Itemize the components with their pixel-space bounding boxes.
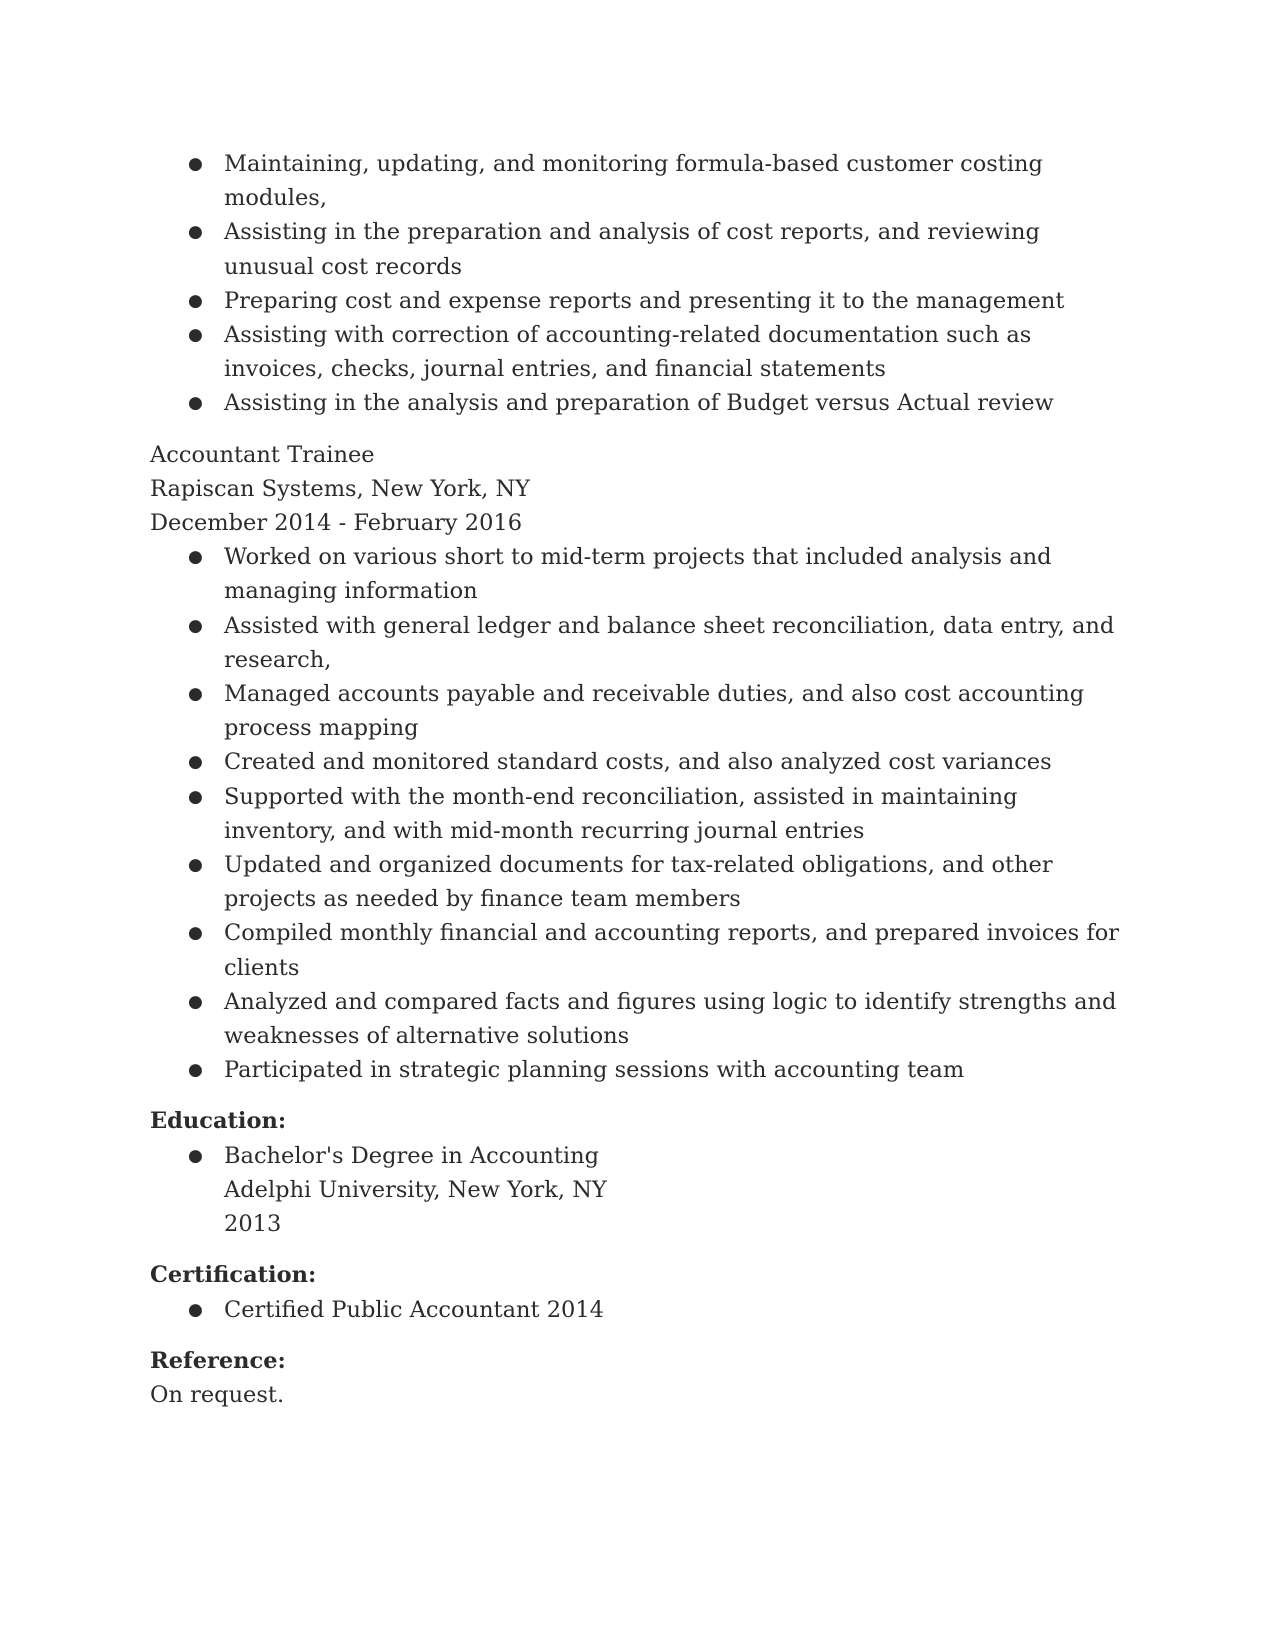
list-item: ● Assisted with general ledger and balance sheet reconciliation, data entry, and research,: [150, 609, 1120, 677]
list-item: ● Worked on various short to mid-term projects that included analysis and managing information: [150, 540, 1120, 608]
list-item: ● Assisting in the preparation and analysis of cost reports, and reviewing unusual cost records: [150, 215, 1120, 283]
reference-text: On request.: [150, 1381, 285, 1408]
resume-content: [150, 147, 1120, 1412]
education-list: [150, 1139, 1120, 1242]
list-item: ● Updated and organized documents for tax-related obligations, and other projects as needed by finance team members: [150, 848, 1120, 916]
certification-list: [150, 1293, 1120, 1327]
list-item: ● Supported with the month-end reconciliation, assisted in maintaining inventory, and with mid-month recurring journal entries: [150, 780, 1120, 848]
reference-heading: Reference:: [150, 1347, 286, 1374]
list-item: ● Certified Public Accountant 2014: [150, 1293, 1120, 1327]
spacer: [150, 1087, 1120, 1104]
company-location: Rapiscan Systems, New York, NY: [150, 475, 530, 502]
previous-role-bullets: [150, 147, 1120, 421]
job-dates: December 2014 - February 2016: [150, 510, 523, 537]
list-item: ● Maintaining, updating, and monitoring formula-based customer costing modules,: [150, 147, 1120, 215]
trainee-role-bullets: [150, 540, 1120, 1087]
list-item: ● Compiled monthly financial and accounting reports, and prepared invoices for clients: [150, 916, 1120, 984]
list-item: ● Participated in strategic planning sessions with accounting team: [150, 1053, 1120, 1087]
list-item: ● Assisting with correction of accounting-related documentation such as invoices, checks, journal entries, and financial statements: [150, 318, 1120, 386]
job-title: Accountant Trainee: [150, 441, 375, 468]
list-item: [150, 1139, 1120, 1242]
list-item: ● Preparing cost and expense reports and presenting it to the management: [150, 284, 1120, 318]
certification-heading: Certification:: [150, 1262, 317, 1289]
list-item: ● Managed accounts payable and receivable duties, and also cost accounting process mapping: [150, 677, 1120, 745]
graduation-year: 2013: [224, 1211, 282, 1238]
list-item: ● Created and monitored standard costs, and also analyzed cost variances: [150, 745, 1120, 779]
spacer: [150, 421, 1120, 438]
spacer: [150, 1241, 1120, 1258]
spacer: [150, 1327, 1120, 1344]
list-item: ● Analyzed and compared facts and figures using logic to identify strengths and weaknesses of alternative solutions: [150, 985, 1120, 1053]
education-heading: Education:: [150, 1108, 287, 1135]
list-item: ● Assisting in the analysis and preparation of Budget versus Actual review: [150, 386, 1120, 420]
degree: ● Bachelor's Degree in Accounting: [224, 1142, 599, 1169]
school: Adelphi University, New York, NY: [224, 1176, 607, 1203]
